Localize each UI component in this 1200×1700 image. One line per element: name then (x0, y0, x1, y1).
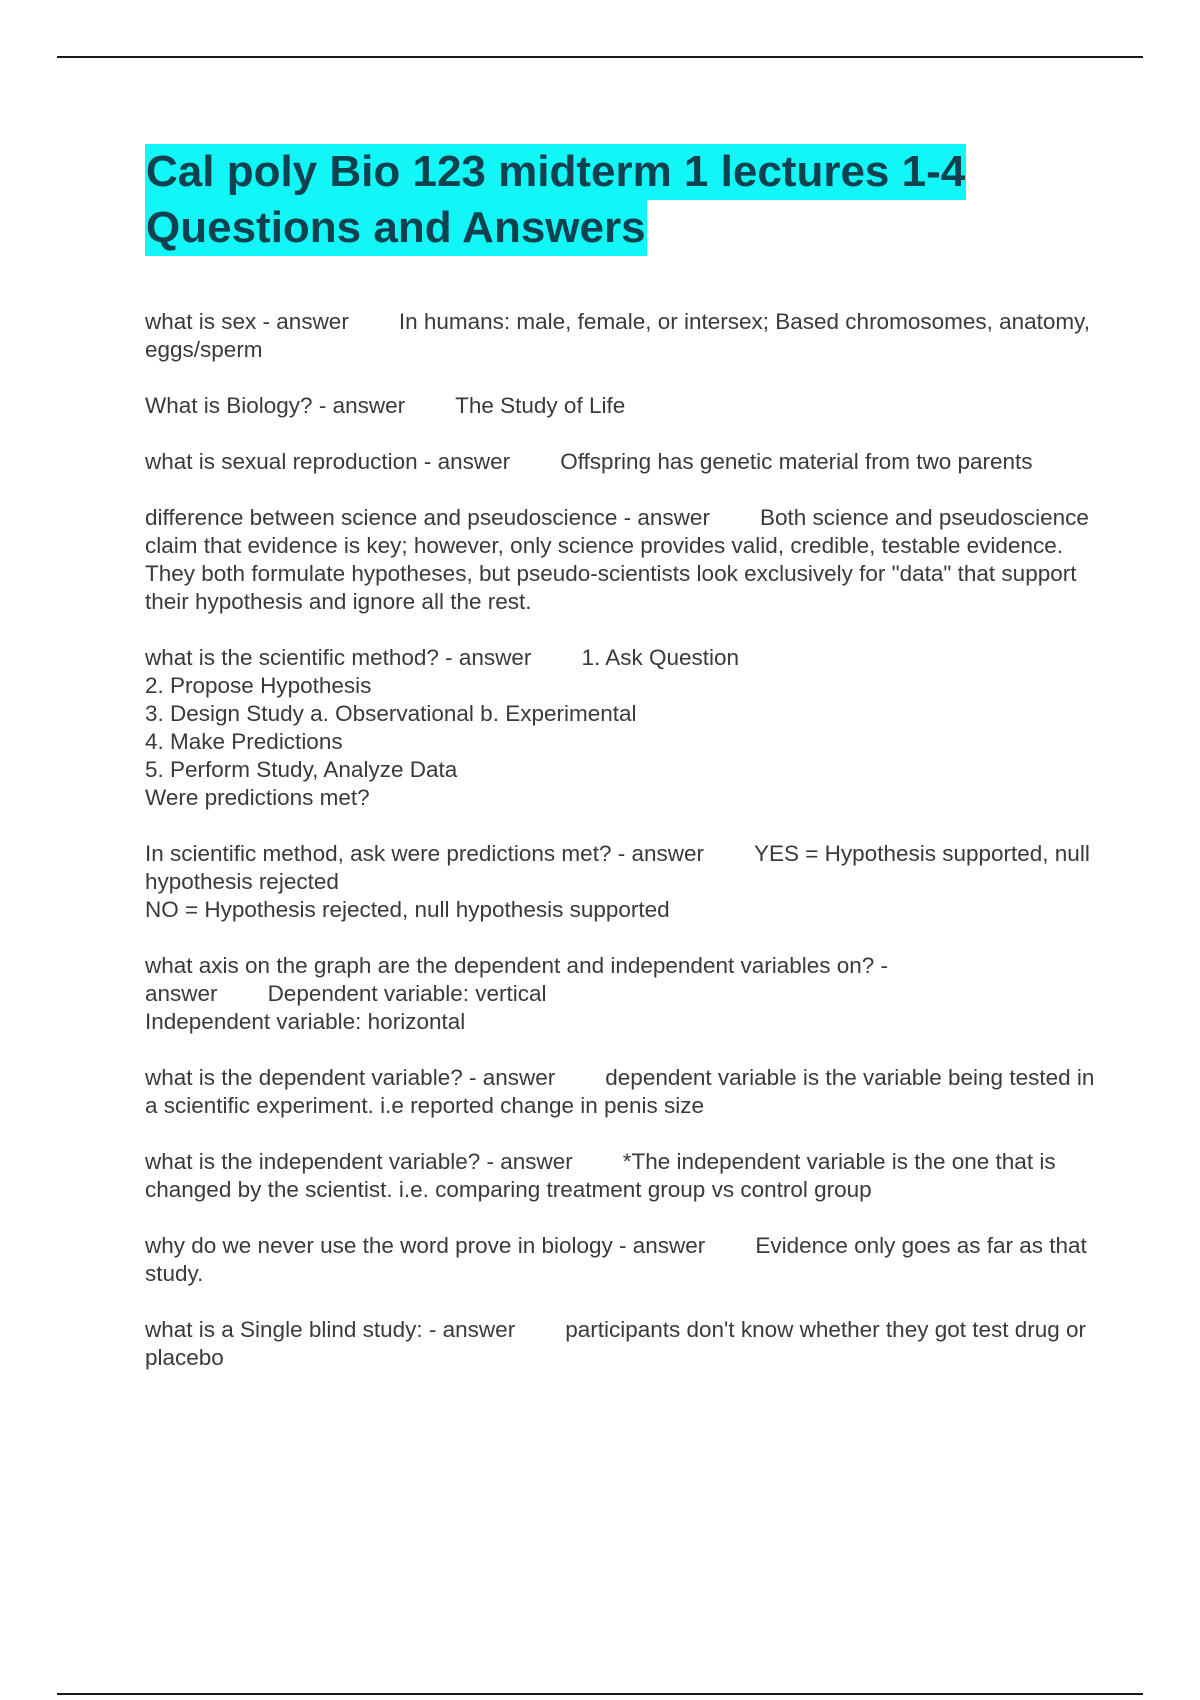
question-text: What is Biology? - answer (145, 393, 406, 418)
question-text: what is the scientific method? - answer (145, 645, 532, 670)
document-title (145, 144, 1095, 256)
answer-text: participants don't know whether they got test drug or placebo (145, 1317, 1087, 1370)
qa-item (145, 392, 1095, 420)
qa-item (145, 504, 1095, 616)
qa-item (145, 952, 1095, 1036)
answer-text: Dependent variable: vertical Independent variable: horizontal (145, 981, 547, 1034)
question-text: what is sexual reproduction - answer (145, 449, 511, 474)
question-text: why do we never use the word prove in biology - answer (145, 1233, 706, 1258)
qa-item (145, 644, 1095, 812)
question-text: In scientific method, ask were predictions met? - answer (145, 841, 704, 866)
qa-item (145, 1148, 1095, 1204)
answer-text: 1. Ask Question 2. Propose Hypothesis 3. Design Study a. Observational b. Experimental 4. Make Predictions 5. Perform Study, Analyze Data Were predictions met? (145, 645, 740, 810)
answer-text: Evidence only goes as far as that study. (145, 1233, 1087, 1286)
answer-text: In humans: male, female, or intersex; Based chromosomes, anatomy, eggs/sperm (145, 309, 1090, 362)
top-rule (57, 56, 1143, 58)
question-text: what is the dependent variable? - answer (145, 1065, 556, 1090)
qa-item (145, 1064, 1095, 1120)
question-text: what is sex - answer (145, 309, 349, 334)
question-text: what is the independent variable? - answer (145, 1149, 573, 1174)
qa-item (145, 1316, 1095, 1372)
question-text: what axis on the graph are the dependent and independent variables on? - answer (145, 953, 889, 1006)
answer-text: Both science and pseudoscience claim that evidence is key; however, only science provides valid, credible, testable evidence. They both formulate hypotheses, but pseudo-scientists look exclusively for "data" that support their hypothesis and ignore all the rest. (145, 505, 1089, 614)
qa-item (145, 1232, 1095, 1288)
qa-item (145, 448, 1095, 476)
answer-text: Offspring has genetic material from two parents (560, 449, 1033, 474)
answer-text: *The independent variable is the one that is changed by the scientist. i.e. comparing treatment group vs control group (145, 1149, 1056, 1202)
title-line-1: Cal poly Bio 123 midterm 1 lectures 1-4 (145, 144, 966, 200)
answer-text: dependent variable is the variable being tested in a scientific experiment. i.e reported change in penis size (145, 1065, 1095, 1118)
answer-text: YES = Hypothesis supported, null hypothesis rejected NO = Hypothesis rejected, null hypothesis supported (145, 841, 1090, 922)
bottom-rule (57, 1693, 1143, 1695)
qa-item (145, 308, 1095, 364)
title-line-2: Questions and Answers (145, 200, 647, 256)
qa-item (145, 840, 1095, 924)
question-text: what is a Single blind study: - answer (145, 1317, 516, 1342)
answer-text: The Study of Life (455, 393, 626, 418)
document-body (145, 144, 1095, 1400)
question-text: difference between science and pseudoscience - answer (145, 505, 710, 530)
